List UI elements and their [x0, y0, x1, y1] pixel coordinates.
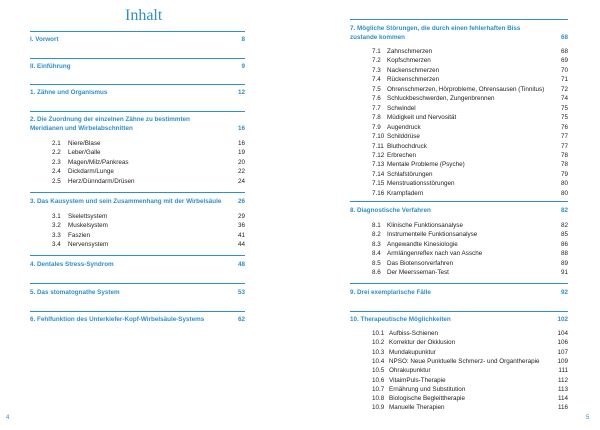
subentry-page: 107 [557, 348, 568, 356]
subentry-page: 69 [560, 57, 568, 65]
subentry-title: Muskelsystem [68, 222, 108, 230]
toc-subentry[interactable] [372, 367, 568, 375]
section-title: II. Einführung [30, 63, 71, 70]
subentry-title: Der Meersseman-Test [387, 269, 449, 276]
subentry-title: Nervensystem [68, 241, 109, 249]
subentry-title: Klinische Funktionsanalyse [387, 222, 463, 229]
subentry-number: 10.1 [372, 330, 385, 337]
toc-subentry[interactable] [52, 222, 245, 230]
subentry-number: 10.2 [372, 339, 385, 347]
subentry-number: 7.15 [372, 180, 385, 188]
subentry-number: 2.4 [52, 168, 61, 176]
subentry-title: Schlafstörungen [387, 170, 433, 178]
subentry-title: Herz/Dünndarm/Drüsen [68, 177, 135, 185]
subentry-title: Magen/Milz/Pankreas [68, 158, 129, 166]
toc-subentry[interactable] [52, 149, 245, 157]
subentry-title: Armlängenreflex nach van Assche [387, 250, 483, 258]
section-title: 9. Drei exemplarische Fälle [350, 289, 431, 296]
subentry-page: 16 [237, 140, 245, 147]
subentry-title: Das Biotensorverfahren [387, 259, 454, 267]
subentry-page: 111 [558, 367, 568, 375]
subentry-title: Ernährung und Substitution [389, 385, 466, 393]
subentry-number: 3.4 [52, 241, 61, 249]
subentry-page: 36 [237, 222, 245, 230]
subentry-page: 104 [557, 330, 568, 337]
subentry-page: 29 [237, 213, 245, 220]
subentry-number: 8.1 [372, 222, 381, 229]
subentry-page: 22 [237, 168, 245, 176]
toc-subentry[interactable] [372, 241, 568, 249]
subentry-number: 8.6 [372, 269, 381, 276]
section-rule [30, 255, 245, 256]
subentry-title: Schilddrüse [387, 133, 420, 141]
subentry-number: 8.3 [372, 240, 381, 248]
subentry-title: Ohrakupunktur [389, 367, 431, 375]
section-rule [30, 283, 245, 284]
section-rule [350, 19, 568, 20]
toc-subentry[interactable] [372, 57, 568, 65]
toc-subentry[interactable] [372, 339, 568, 347]
section-title: 1. Zähne und Organismus [30, 89, 108, 96]
toc-subentry[interactable] [52, 213, 245, 221]
subentry-page: 19 [237, 149, 245, 157]
subentry-number: 7.9 [372, 123, 381, 131]
toc-subentry[interactable] [52, 168, 245, 176]
section-page: 12 [237, 89, 245, 96]
subentry-number: 10.7 [372, 385, 385, 393]
toc-subentry[interactable] [372, 358, 568, 366]
toc-subentry[interactable] [52, 159, 245, 167]
page-number-left: 4 [6, 415, 10, 421]
subentry-number: 10.9 [372, 404, 385, 412]
section-rule [30, 111, 245, 112]
subentry-number: 7.2 [372, 57, 381, 65]
page-title: Inhalt [125, 7, 163, 24]
section-rule [30, 311, 245, 312]
subentry-number: 7.1 [372, 48, 381, 55]
toc-subentry[interactable] [372, 330, 568, 338]
toc-subentry[interactable] [52, 140, 245, 148]
toc-subentry[interactable] [372, 349, 568, 357]
section-rule [30, 58, 245, 59]
toc-section-stoerungen[interactable] [350, 25, 568, 41]
subentry-title: Leber/Galle [68, 149, 101, 157]
section-rule [30, 192, 245, 193]
section-page: 68 [560, 34, 568, 41]
section-title-line2: Meridianen und Wirbelabschnitten [30, 125, 133, 132]
toc-subentry[interactable] [372, 124, 568, 132]
subentry-number: 2.2 [52, 149, 61, 157]
subentry-title: Schwindel [387, 104, 416, 112]
subentry-page: 109 [557, 357, 568, 365]
toc-subentry[interactable] [372, 250, 568, 258]
toc-subentry[interactable] [372, 190, 568, 198]
subentry-title: Manuelle Therapien [389, 404, 445, 412]
subentry-title: Augendruck [387, 123, 421, 131]
subentry-number: 7.4 [372, 76, 381, 84]
subentry-number: 3.3 [52, 231, 61, 239]
toc-subentry[interactable] [372, 180, 568, 188]
subentry-number: 7.13 [372, 161, 385, 169]
subentry-title: Zahnschmerzen [387, 48, 433, 55]
subentry-page: 20 [237, 158, 245, 166]
subentry-title: Faszien [68, 231, 91, 239]
subentry-title: Niere/Blase [68, 140, 101, 147]
subentry-number: 7.14 [372, 170, 385, 178]
subentry-number: 10.3 [372, 348, 385, 356]
subentry-page: 80 [560, 180, 568, 188]
subentry-title: Nackenschmerzen [387, 66, 440, 74]
section-title-line2: zustande kommen [350, 34, 405, 41]
subentry-number: 7.12 [372, 151, 385, 159]
toc-subentry[interactable] [372, 114, 568, 122]
subentry-page: 75 [560, 114, 568, 122]
section-rule [30, 31, 245, 32]
subentry-number: 10.6 [372, 376, 385, 384]
subentry-number: 10.8 [372, 395, 385, 403]
toc-subentry[interactable] [372, 161, 568, 169]
toc-subentry[interactable] [372, 404, 568, 412]
subentry-number: 2.1 [52, 140, 61, 147]
subentry-number: 7.10 [372, 133, 385, 141]
toc-subentry[interactable] [372, 95, 568, 103]
toc-section-zuordnung[interactable] [30, 116, 245, 132]
subentry-page: 114 [557, 395, 568, 403]
toc-subentry[interactable] [372, 48, 568, 56]
subentry-page: 91 [560, 269, 568, 276]
toc-subentry[interactable] [372, 171, 568, 179]
section-page: 53 [237, 289, 245, 296]
section-title-line1: 7. Mögliche Störungen, die durch einen fehlerhaften Biss [350, 25, 521, 32]
toc-subentry[interactable] [52, 232, 245, 240]
subentry-number: 7.11 [372, 142, 384, 150]
page-number-right: 5 [586, 415, 590, 421]
subentry-page: 74 [560, 95, 568, 103]
subentry-number: 7.3 [372, 66, 381, 74]
subentry-title: Schluckbeschwerden, Zungenbrennen [387, 95, 495, 103]
subentry-number: 8.5 [372, 259, 381, 267]
toc-subentry[interactable] [372, 386, 568, 394]
subentry-page: 86 [560, 240, 568, 248]
subentry-number: 7.16 [372, 189, 385, 197]
section-rule [30, 84, 245, 85]
section-title: 4. Dentales Stress-Syndrom [30, 261, 114, 268]
section-page: 82 [560, 207, 568, 214]
toc-subentry[interactable] [372, 395, 568, 403]
section-page: 9 [241, 63, 245, 70]
subentry-page: 77 [560, 142, 568, 150]
subentry-title: Menstruationsstörungen [387, 180, 455, 188]
section-rule [350, 283, 568, 284]
toc-subentry[interactable] [372, 105, 568, 113]
toc-subentry[interactable] [372, 231, 568, 239]
subentry-title: Instrumentelle Funktionsanalyse [387, 231, 478, 239]
section-rule [350, 201, 568, 202]
section-page: 26 [237, 198, 245, 205]
toc-subentry[interactable] [372, 86, 568, 94]
subentry-page: 88 [560, 250, 568, 258]
subentry-title: Ohrenschmerzen, Hörprobleme, Ohrensausen (Tinnitus) [387, 85, 545, 93]
subentry-title: Rückenschmerzen [387, 76, 440, 84]
section-title: I. Vorwort [30, 36, 59, 43]
subentry-title: Mundakupunktur [389, 348, 436, 356]
subentry-number: 7.6 [372, 95, 381, 103]
subentry-page: 89 [560, 259, 568, 267]
subentry-number: 8.2 [372, 231, 381, 239]
subentry-page: 106 [557, 339, 568, 347]
subentry-page: 41 [237, 231, 245, 239]
subentry-title: Erbrechen [387, 151, 417, 159]
section-rule [350, 311, 568, 312]
toc-subentry[interactable] [372, 222, 568, 230]
toc-subentry[interactable] [372, 133, 568, 141]
subentry-title: Mentale Probleme (Psyche) [387, 161, 465, 169]
subentry-page: 77 [560, 133, 568, 141]
toc-subentry[interactable] [372, 143, 568, 151]
subentry-page: 24 [237, 177, 245, 185]
subentry-title: Krampfadern [387, 189, 424, 197]
subentry-page: 113 [557, 385, 568, 393]
subentry-title: Korrektur der Okklusion [389, 339, 456, 347]
subentry-page: 116 [557, 404, 568, 412]
subentry-number: 10.5 [372, 367, 385, 375]
toc-subentry[interactable] [372, 152, 568, 160]
section-title: 8. Diagnostische Verfahren [350, 207, 431, 214]
section-page: 92 [560, 289, 568, 296]
subentry-page: 68 [560, 48, 568, 55]
subentry-page: 71 [560, 76, 568, 84]
toc-subentry[interactable] [372, 260, 568, 268]
subentry-number: 7.5 [372, 85, 381, 93]
subentry-title: Angewandte Kinesiologie [387, 240, 458, 248]
subentry-page: 70 [560, 66, 568, 74]
subentry-title: Biologische Begleittherapie [389, 395, 465, 403]
subentry-page: 78 [560, 161, 568, 169]
toc-subentry[interactable] [52, 241, 245, 249]
section-title: 3. Das Kausystem und sein Zusammenhang mit der Wirbelsäule [30, 198, 222, 205]
section-title: 6. Fehlfunktion des Unterkiefer-Kopf-Wirbelsäule-Systems [30, 316, 205, 323]
toc-subentry[interactable] [52, 178, 245, 186]
subentry-title: Bluthochdruck [387, 142, 427, 150]
toc-subentry[interactable] [372, 67, 568, 75]
subentry-title: Kopfschmerzen [387, 57, 431, 65]
right-page [300, 0, 600, 430]
section-title: 5. Das stomatognathe System [30, 289, 120, 296]
subentry-page: 76 [560, 123, 568, 131]
subentry-page: 72 [560, 85, 568, 93]
toc-subentry[interactable] [372, 76, 568, 84]
subentry-number: 8.4 [372, 250, 381, 258]
subentry-page: 112 [557, 376, 568, 384]
subentry-number: 3.2 [52, 222, 61, 230]
subentry-title: Müdigkeit und Nervosität [387, 114, 457, 122]
section-page: 16 [237, 125, 245, 132]
subentry-title: VitaimPuls-Therapie [389, 376, 446, 384]
subentry-page: 78 [560, 151, 568, 159]
subentry-title: Dickdarm/Lunge [68, 168, 114, 176]
toc-subentry[interactable] [372, 269, 568, 277]
subentry-number: 10.4 [372, 357, 385, 365]
toc-subentry[interactable] [372, 377, 568, 385]
subentry-number: 7.7 [372, 104, 381, 112]
subentry-number: 2.3 [52, 158, 61, 166]
subentry-number: 3.1 [52, 213, 61, 220]
subentry-page: 80 [560, 189, 568, 197]
subentry-number: 2.5 [52, 177, 61, 185]
subentry-title: NPSO: Neue Punktuelle Schmerz- und Organtherapie [389, 357, 540, 365]
subentry-page: 85 [560, 231, 568, 239]
subentry-page: 44 [237, 241, 245, 249]
subentry-title: Skelettsystem [68, 213, 108, 220]
subentry-page: 79 [560, 170, 568, 178]
section-page: 62 [237, 316, 245, 323]
subentry-number: 7.8 [372, 114, 381, 122]
subentry-page: 75 [560, 104, 568, 112]
section-page: 8 [241, 36, 245, 43]
subentry-page: 82 [560, 222, 568, 229]
section-title-line1: 2. Die Zuordnung der einzelnen Zähne zu bestimmten [30, 116, 190, 123]
subentry-title: Aufbiss-Schienen [389, 330, 439, 337]
section-page: 48 [237, 261, 245, 268]
section-title: 10. Therapeutische Möglichkeiten [350, 316, 451, 323]
section-page: 102 [557, 316, 568, 323]
